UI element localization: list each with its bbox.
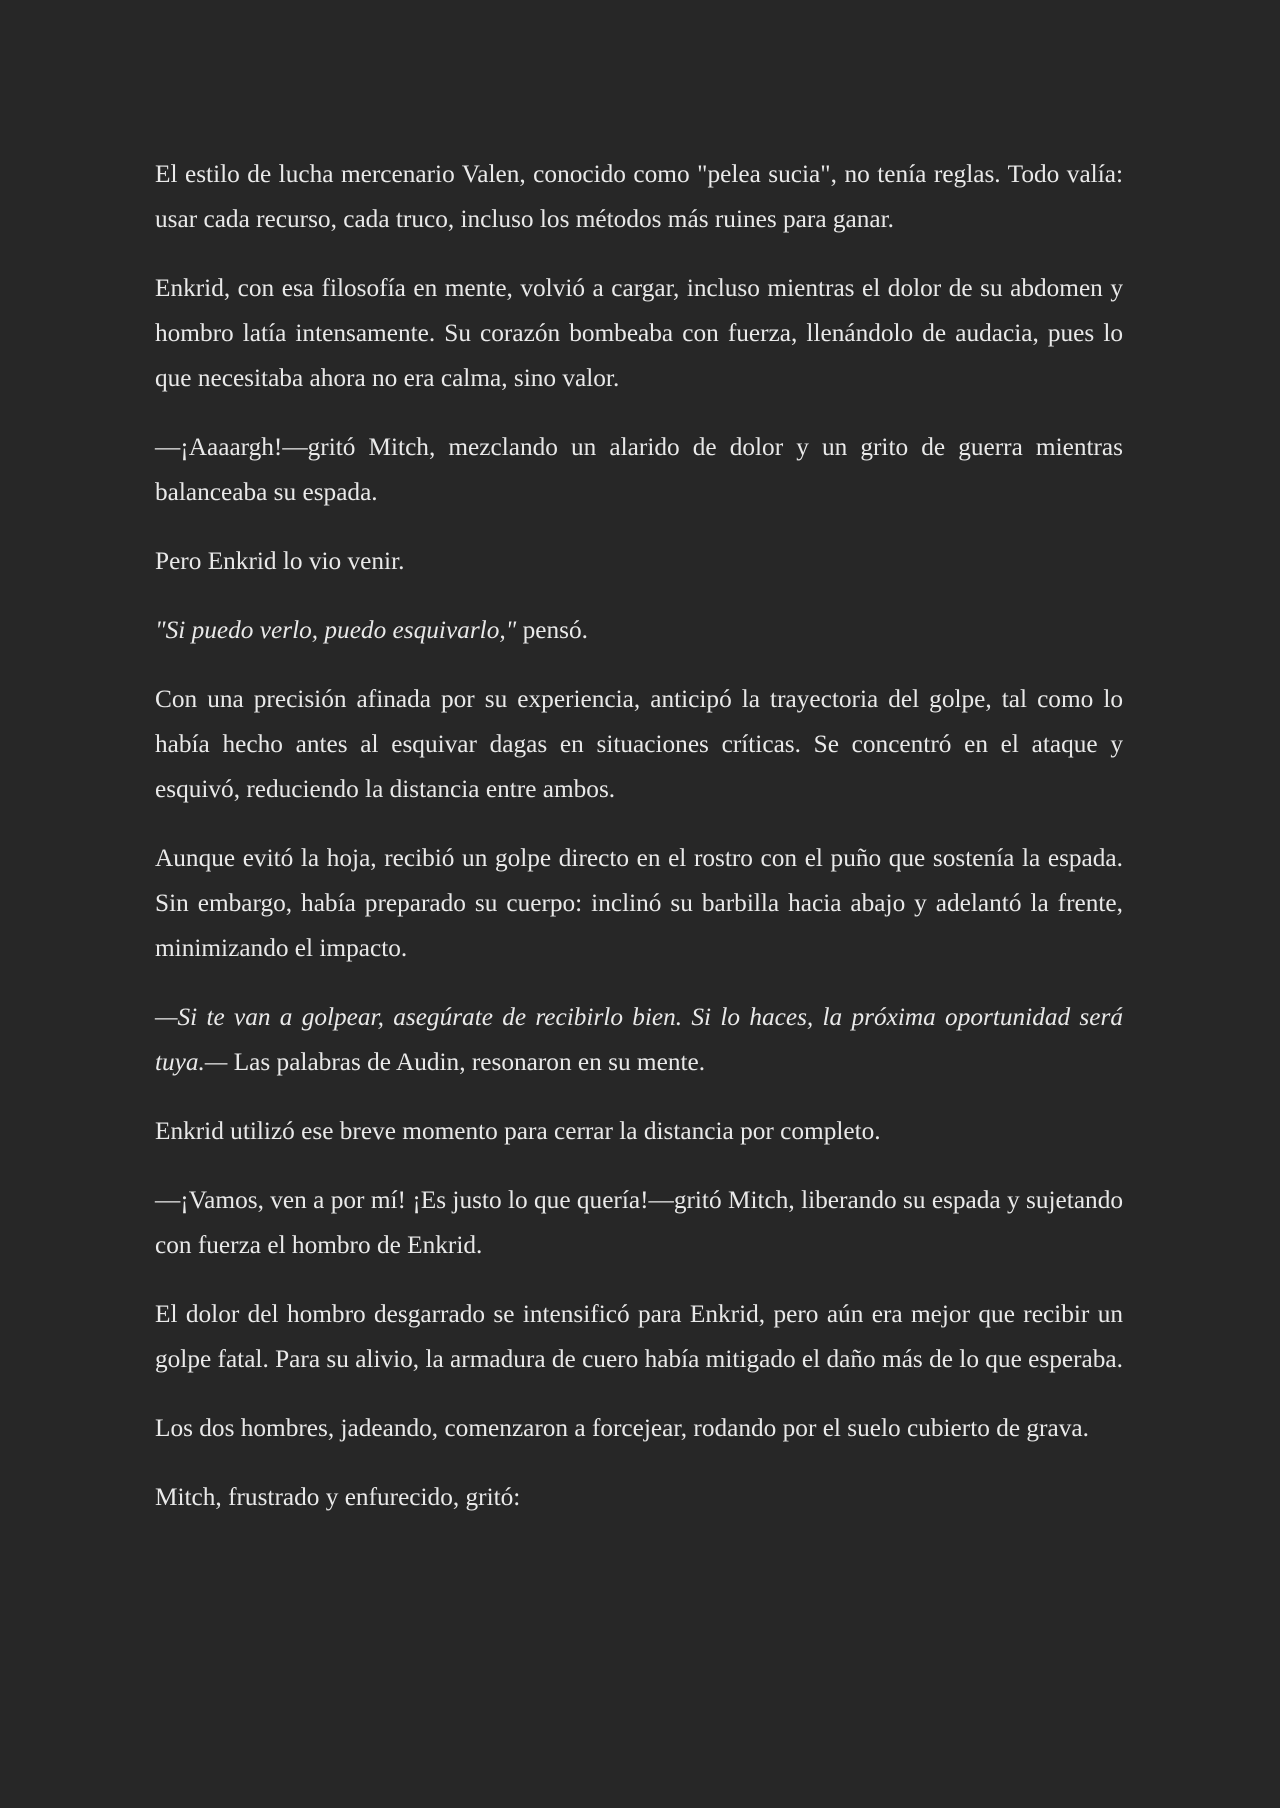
- quote-text: —Si te van a golpear, asegúrate de recibirlo bien. Si lo haces, la próxima oportunidad será tuya.—: [155, 1003, 1123, 1076]
- paragraph: Con una precisión afinada por su experiencia, anticipó la trayectoria del golpe, tal como lo había hecho antes al esquivar dagas en situaciones críticas. Se concentró en el ataque y esquivó, reduciendo la distancia entre ambos.: [155, 685, 1123, 803]
- paragraph: Pero Enkrid lo vio venir.: [155, 547, 405, 575]
- paragraph: Enkrid utilizó ese breve momento para cerrar la distancia por completo.: [155, 1117, 881, 1145]
- paragraph: —¡Vamos, ven a por mí! ¡Es justo lo que quería!—gritó Mitch, liberando su espada y sujetando con fuerza el hombro de Enkrid.: [155, 1186, 1123, 1259]
- paragraph: [155, 995, 1123, 1085]
- paragraph: Mitch, frustrado y enfurecido, gritó:: [155, 1483, 521, 1511]
- paragraph: —¡Aaaargh!—gritó Mitch, mezclando un alarido de dolor y un grito de guerra mientras balanceaba su espada.: [155, 433, 1123, 506]
- paragraph: El dolor del hombro desgarrado se intensificó para Enkrid, pero aún era mejor que recibir un golpe fatal. Para su alivio, la armadura de cuero había mitigado el daño más de lo que esperaba.: [155, 1300, 1123, 1373]
- paragraph: [155, 608, 1123, 653]
- chapter-text: [155, 152, 1123, 1544]
- thought-text: "Si puedo verlo, puedo esquivarlo,": [155, 616, 517, 644]
- paragraph: Aunque evitó la hoja, recibió un golpe directo en el rostro con el puño que sostenía la espada. Sin embargo, había preparado su cuerpo: inclinó su barbilla hacia abajo y adelantó la frente, minimizando el impacto.: [155, 844, 1123, 962]
- paragraph-tail: pensó.: [516, 616, 588, 644]
- paragraph: Los dos hombres, jadeando, comenzaron a forcejear, rodando por el suelo cubierto de grava.: [155, 1414, 1089, 1442]
- paragraph-tail: Las palabras de Audin, resonaron en su mente.: [227, 1048, 706, 1076]
- paragraph: Enkrid, con esa filosofía en mente, volvió a cargar, incluso mientras el dolor de su abdomen y hombro latía intensamente. Su corazón bombeaba con fuerza, llenándolo de audacia, pues lo que necesitaba ahora no era calma, sino valor.: [155, 274, 1123, 392]
- paragraph: El estilo de lucha mercenario Valen, conocido como "pelea sucia", no tenía reglas. Todo valía: usar cada recurso, cada truco, incluso los métodos más ruines para ganar.: [155, 160, 1123, 233]
